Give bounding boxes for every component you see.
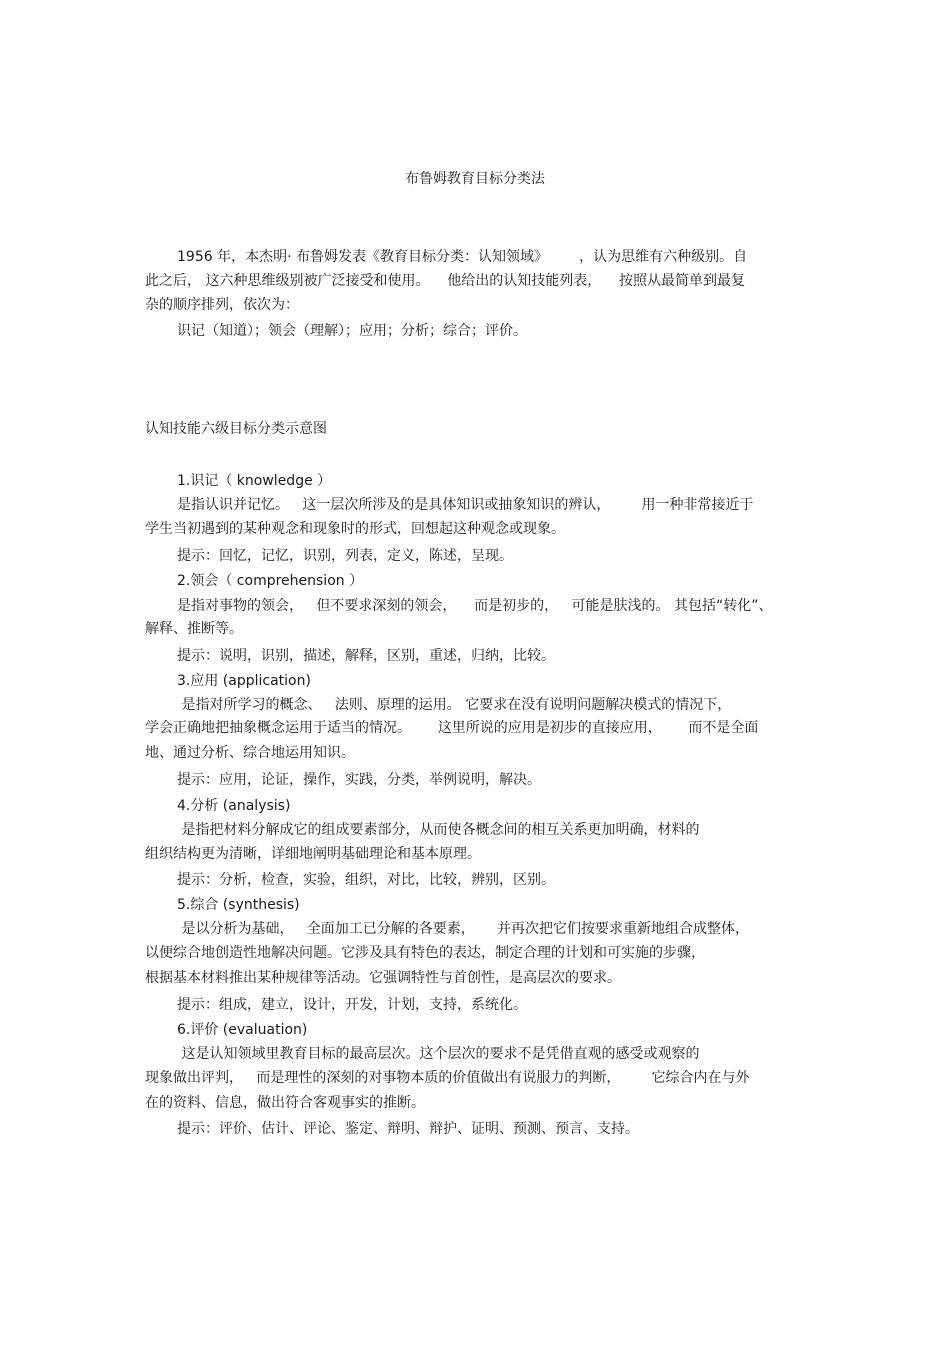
level-desc-line: 学生当初遇到的某种观念和现象时的形式，回想起这种观念或现象。	[145, 521, 565, 537]
level-desc-line: 这是认知领域里教育目标的最高层次。这个层次的要求不是凭借直观的感受或观察的	[177, 1046, 700, 1062]
level-desc-line: 现象做出评判， 而是理性的深刻的对事物本质的价值做出有说服力的判断， 它综合内在与外	[145, 1070, 750, 1086]
level-desc-line: 地、通过分析、综合地运用知识。	[145, 745, 355, 761]
level-desc-line: 是指认识并记忆。 这一层次所涉及的是具体知识或抽象知识的辨认， 用一种非常接近于	[177, 497, 754, 513]
level-desc-line: 在的资料、信息，做出符合客观事实的推断。	[145, 1095, 425, 1111]
intro-line-1: 1956 年，本杰明· 布鲁姆发表《教育目标分类：认知领域》 ，认为思维有六种级别。自	[177, 249, 748, 265]
level-heading: 3.应用 (application)	[177, 673, 311, 689]
level-hint: 提示：组成，建立，设计，开发，计划，支持，系统化。	[177, 997, 527, 1013]
level-desc-line: 是指对所学习的概念、 法则、原理的运用。 它要求在没有说明问题解决模式的情况下，	[177, 697, 732, 713]
level-hint: 提示：应用，论证，操作，实践，分类，举例说明，解决。	[177, 772, 541, 788]
level-desc-line: 组织结构更为清晰，详细地阐明基础理论和基本原理。	[145, 846, 481, 862]
level-hint: 提示：分析，检查，实验，组织，对比，比较，辨别，区别。	[177, 872, 555, 888]
intro-line-4: 识记（知道）；领会（理解）；应用；分析；综合；评价。	[177, 323, 527, 339]
level-desc-line: 是指把材料分解成它的组成要素部分，从而使各概念间的相互关系更加明确，材料的	[177, 822, 700, 838]
level-hint: 提示：说明，识别，描述，解释，区别，重述，归纳，比较。	[177, 648, 555, 664]
intro-line-2: 此之后， 这六种思维级别被广泛接受和使用。 他给出的认知技能列表， 按照从最简单到最复	[145, 273, 746, 289]
level-desc-line: 是指对事物的领会， 但不要求深刻的领会， 而是初步的， 可能是肤浅的。 其包括“转化”、	[177, 598, 773, 614]
level-heading: 4.分析 (analysis)	[177, 798, 291, 814]
level-desc-line: 根据基本材料推出某种规律等活动。它强调特性与首创性，是高层次的要求。	[145, 970, 621, 986]
intro-line-3: 杂的顺序排列，依次为：	[145, 297, 299, 313]
level-desc-line: 学会正确地把抽象概念运用于适当的情况。 这里所说的应用是初步的直接应用， 而不是全面	[145, 720, 759, 736]
page-title: 布鲁姆教育目标分类法	[405, 171, 545, 187]
level-heading: 5.综合 (synthesis)	[177, 897, 300, 913]
diagram-title: 认知技能六级目标分类示意图	[145, 421, 327, 437]
level-hint: 提示：评价、估计、评论、鉴定、辩明、辩护、证明、预测、预言、支持。	[177, 1121, 639, 1137]
level-heading: 2.领会（ comprehension ）	[177, 573, 364, 589]
level-desc-line: 解释、推断等。	[145, 621, 243, 637]
level-desc-line: 以便综合地创造性地解决问题。它涉及具有特色的表达，制定合理的计划和可实施的步骤，	[145, 945, 705, 961]
level-desc-line: 是以分析为基础， 全面加工已分解的各要素， 并再次把它们按要求重新地组合成整体，	[177, 921, 750, 937]
level-heading: 6.评价 (evaluation)	[177, 1022, 308, 1038]
level-hint: 提示：回忆，记忆，识别，列表，定义，陈述，呈现。	[177, 548, 513, 564]
level-heading: 1.识记（ knowledge ）	[177, 473, 332, 489]
